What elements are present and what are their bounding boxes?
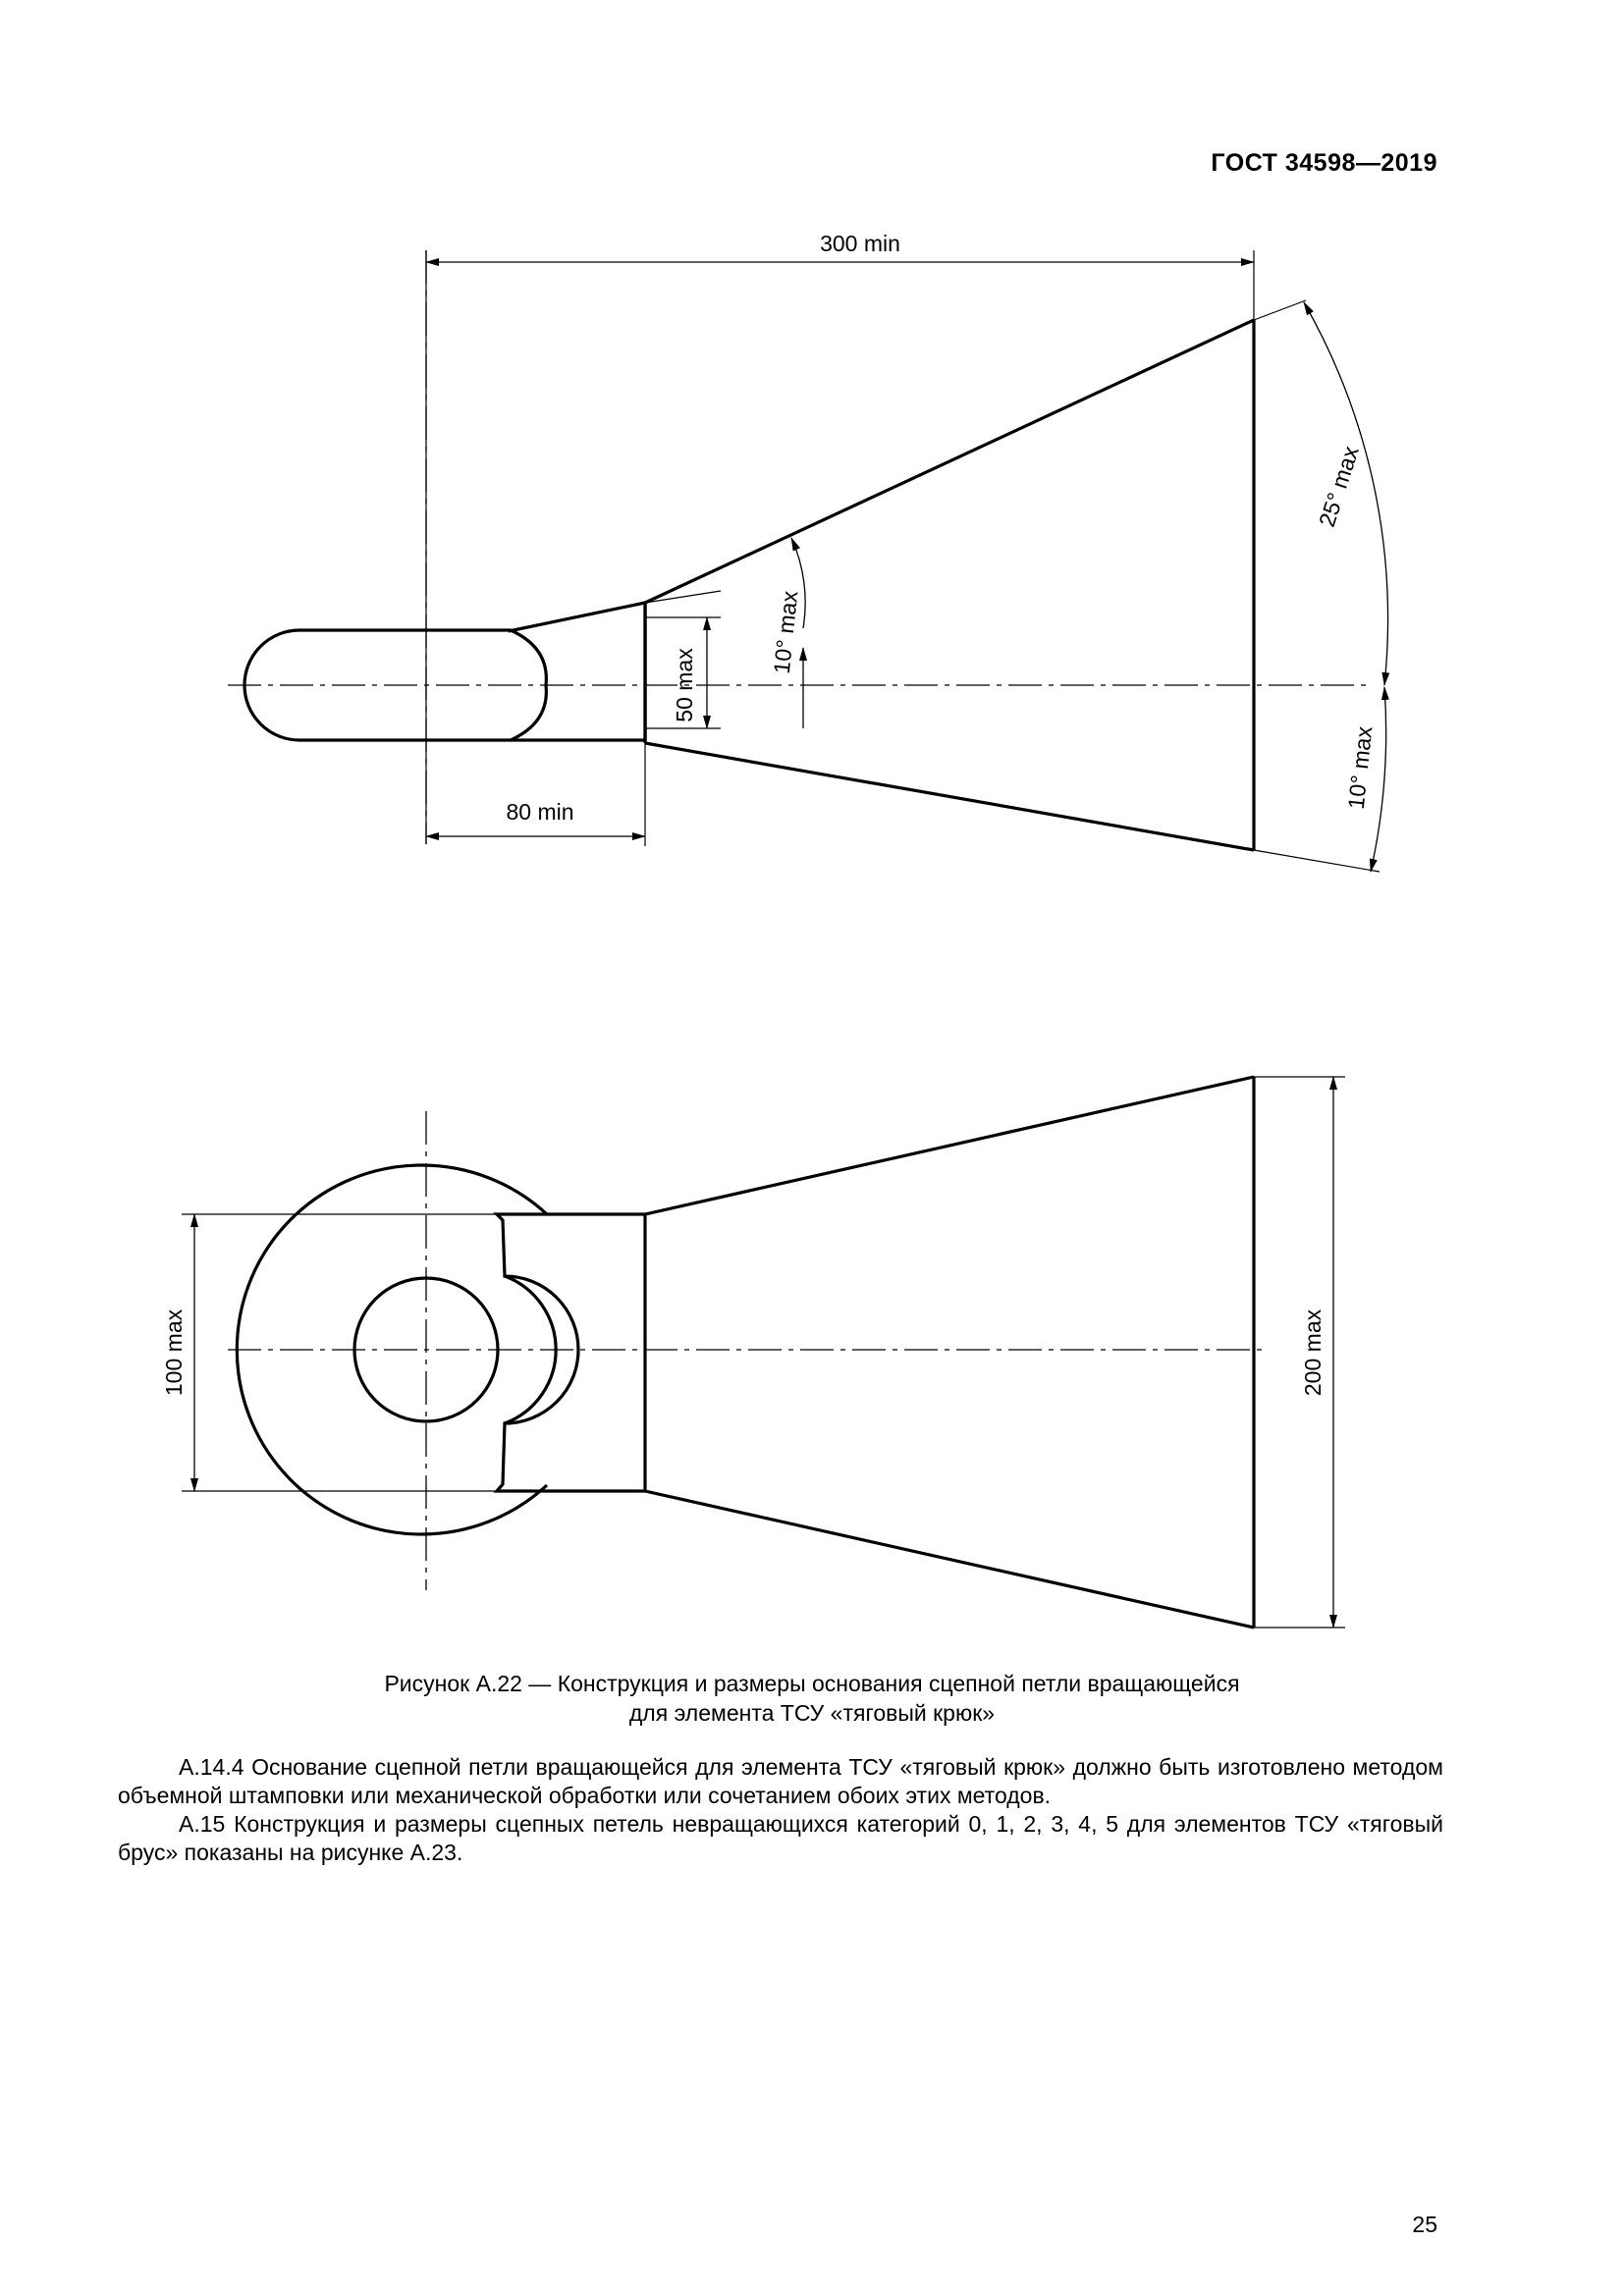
- side-body-lower: [645, 1491, 1254, 1628]
- label-100-max: 100 max: [161, 1308, 187, 1397]
- label-10-lower: 10° max: [1342, 724, 1378, 811]
- side-view-labels: [161, 1308, 1326, 1396]
- page-number: 25: [1412, 2212, 1437, 2237]
- top-view: [228, 250, 1388, 872]
- label-300-min: 300 min: [820, 231, 900, 256]
- label-50-max: 50 max: [672, 648, 697, 722]
- paragraph-a-14-4: А.14.4 Основание сцепной петли вращающейся для элемента ТСУ «тяговый крюк» должно быть изготовлено методом объемной штамповки или механической обработки или сочетанием обоих этих методов.: [118, 1754, 1443, 1808]
- label-200-max: 200 max: [1300, 1308, 1326, 1397]
- side-view: [182, 1077, 1345, 1628]
- top-view-labels: [506, 231, 1377, 825]
- top-body-lower: [645, 743, 1254, 850]
- label-80-min: 80 min: [506, 799, 574, 825]
- figure-caption: [0, 1669, 1624, 1728]
- angle-lower-arc: [1371, 687, 1386, 872]
- top-neck-upper: [509, 603, 645, 631]
- caption-line-1: Рисунок А.22 — Конструкция и размеры основания сцепной петли вращающейся: [384, 1671, 1240, 1696]
- side-body-upper: [645, 1077, 1254, 1214]
- body-text: [118, 1753, 1443, 1867]
- top-body-upper: [645, 320, 1254, 603]
- paragraph-a-15: А.15 Конструкция и размеры сцепных петель невращающихся категорий 0, 1, 2, 3, 4, 5 для элементов ТСУ «тяговый брус» показаны на рисунке А.23.: [118, 1811, 1443, 1865]
- standard-designation: ГОСТ 34598—2019: [1211, 149, 1437, 177]
- caption-line-2: для элемента ТСУ «тяговый крюк»: [628, 1700, 996, 1726]
- label-25-max: 25° max: [1313, 443, 1364, 530]
- label-10-inner: 10° max: [768, 589, 803, 675]
- side-block-outline: [497, 1214, 645, 1491]
